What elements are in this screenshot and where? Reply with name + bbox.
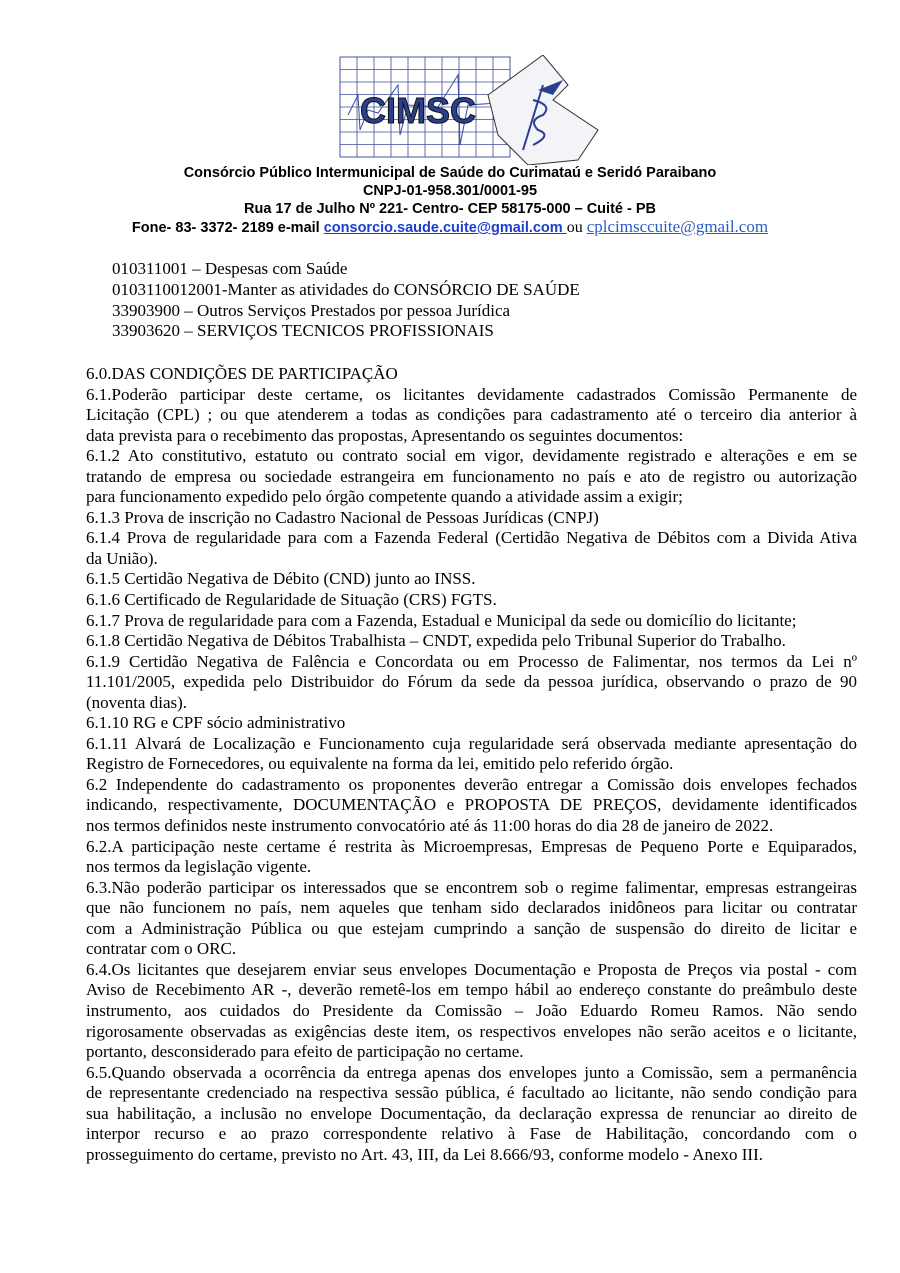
text-line: nos termos definidos neste instrumento convocatório até ás 11:00 horas do dia 28 de janeiro de 2022.: [86, 816, 774, 836]
paragraph: [86, 611, 857, 632]
paragraph: [86, 652, 857, 714]
text-line: 6.1.11 Alvará de Localização e Funcionamento cuja regularidade será observada mediante apresentação do: [86, 733, 857, 753]
text-line: instrumento, aos cuidados do Presidente da Comissão – João Eduardo Romeu Ramos. Não sendo: [86, 1000, 857, 1020]
text-line: Aviso de Recebimento AR -, deverão remetê-los em tempo hábil ao endereço constante do preâmbulo deste: [86, 980, 857, 1000]
logo-text: CIMSC: [360, 90, 476, 131]
paragraph: [86, 569, 857, 590]
address: Rua 17 de Julho Nº 221- Centro- CEP 58175-000 – Cuité - PB: [244, 201, 656, 217]
text-line: 6.1.3 Prova de inscrição no Cadastro Nacional de Pessoas Jurídicas (CNPJ): [86, 507, 599, 527]
text-line: 6.1.4 Prova de regularidade para com a Fazenda Federal (Certidão Negativa de Débitos com a Divida Ativa: [86, 528, 857, 548]
text-line: 6.5.Quando observada a ocorrência da entrega apenas dos envelopes junto a Comissão, sem a permanência: [86, 1062, 857, 1082]
email-link-1[interactable]: consorcio.saude.cuite@gmail.com: [323, 220, 567, 236]
text-line: 6.2.A participação neste certame é restrita às Microempresas, Empresas de Pequeno Porte e Equiparados,: [86, 836, 857, 856]
document-body: [86, 364, 857, 1165]
paragraph: [86, 960, 857, 1063]
text-line: de representante credenciado na respectiva sessão pública, é facultado ao licitante, não sendo condição para: [86, 1083, 857, 1103]
text-line: (noventa dias).: [86, 692, 188, 712]
text-line: portanto, desconsiderado para efeito de participação no certame.: [86, 1042, 524, 1062]
budget-line: 33903900 – Outros Serviços Prestados por pessoa Jurídica: [112, 300, 511, 320]
contact-line: [0, 218, 900, 237]
text-line: 6.1.10 RG e CPF sócio administrativo: [86, 713, 346, 733]
text-line: 11.101/2005, expedida pelo Distribuidor do Fórum da sede da pessoa jurídica, observando o prazo de 90: [86, 672, 857, 692]
text-line: que não funcionem no país, nem aqueles que tenham sido declarados inidôneos para licitar ou contratar: [86, 898, 857, 918]
paragraph: [86, 385, 857, 447]
text-line: 6.1.8 Certidão Negativa de Débitos Trabalhista – CNDT, expedida pelo Tribunal Superior do Trabalho.: [86, 631, 786, 651]
text-line: com a Administração Pública ou que estejam cumprindo a sanção de suspensão do direito de licitar e: [86, 918, 857, 938]
text-line: 6.2 Independente do cadastramento os proponentes deverão entregar a Comissão dois envelopes fechados: [86, 774, 857, 794]
or-text: ou: [566, 219, 587, 236]
text-line: interpor recurso e ao prazo correspondente relativo à Fase de Habilitação, concordando com o: [86, 1124, 857, 1144]
paragraph: [86, 713, 857, 734]
text-line: sua habilitação, a inclusão no envelope Documentação, da declaração expressa de renunciar ao direito de: [86, 1103, 857, 1123]
paragraph: [86, 446, 857, 508]
paragraph: [86, 878, 857, 960]
text-line: nos termos da legislação vigente.: [86, 857, 312, 877]
paragraph: [86, 528, 857, 569]
text-line: 6.1.6 Certificado de Regularidade de Situação (CRS) FGTS.: [86, 590, 497, 610]
paragraph: [86, 775, 857, 837]
text-line: data prevista para o recebimento das propostas, Apresentando os seguintes documentos:: [86, 425, 684, 445]
text-line: 6.1.9 Certidão Negativa de Falência e Concordata ou em Processo de Falimentar, nos termos da Lei nº: [86, 651, 857, 671]
text-line: rigorosamente observadas as exigências deste item, os respectivos envelopes não serão aceitos e o licitante,: [86, 1021, 857, 1041]
budget-line: 33903620 – SERVIÇOS TECNICOS PROFISSIONAIS: [112, 321, 494, 341]
text-line: 6.1.2 Ato constitutivo, estatuto ou contrato social em vigor, devidamente registrado e alterações e em se: [86, 446, 857, 466]
paragraph: [86, 837, 857, 878]
paragraph: [86, 631, 857, 652]
cimsc-logo: [338, 55, 608, 165]
text-line: Licitação (CPL) ; ou que atenderem a todas as condições para cadastramento até o terceiro dia anterior à: [86, 405, 857, 425]
email-link-2[interactable]: cplcimsccuite@gmail.com: [586, 217, 769, 236]
text-line: 6.1.5 Certidão Negativa de Débito (CND) junto ao INSS.: [86, 569, 476, 589]
text-line: para funcionamento expedido pelo órgão competente quando a atividade assim a exigir;: [86, 487, 683, 507]
text-line: Registro de Fornecedores, ou equivalente na forma da lei, emitido pelo referido órgão.: [86, 754, 674, 774]
text-line: da União).: [86, 548, 158, 568]
budget-lines: [112, 259, 580, 342]
text-line: 6.1.Poderão participar deste certame, os licitantes devidamente cadastrados Comissão Permanente de: [86, 384, 857, 404]
paragraph: [86, 508, 857, 529]
text-line: 6.1.7 Prova de regularidade para com a Fazenda, Estadual e Municipal da sede ou domicílio do licitante;: [86, 610, 797, 630]
phone-text: Fone- 83- 3372- 2189 e-mail: [131, 220, 324, 236]
section-title: 6.0.DAS CONDIÇÕES DE PARTICIPAÇÃO: [86, 364, 398, 383]
paragraph: [86, 734, 857, 775]
text-line: contratar com o ORC.: [86, 939, 237, 959]
org-name: Consórcio Público Intermunicipal de Saúde do Curimataú e Seridó Paraibano: [183, 165, 717, 181]
paragraph: [86, 590, 857, 611]
text-line: tratando de empresa ou sociedade estrangeira em funcionamento no país e ato de registro ou autorização: [86, 466, 857, 486]
budget-line: 0103110012001-Manter as atividades do CONSÓRCIO DE SAÚDE: [112, 279, 580, 299]
text-line: prosseguimento do certame, previsto no Art. 43, III, da Lei 8.666/93, conforme modelo - Anexo III.: [86, 1144, 763, 1164]
text-line: 6.4.Os licitantes que desejarem enviar seus envelopes Documentação e Proposta de Preços via postal - com: [86, 959, 857, 979]
text-line: indicando, respectivamente, DOCUMENTAÇÃO e PROPOSTA DE PREÇOS, devidamente identificados: [86, 795, 857, 815]
paragraph: [86, 1063, 857, 1166]
cnpj: CNPJ-01-958.301/0001-95: [362, 183, 538, 199]
budget-line: 010311001 – Despesas com Saúde: [112, 259, 348, 278]
text-line: 6.3.Não poderão participar os interessados que se encontrem sob o regime falimentar, empresas estrangeiras: [86, 877, 857, 897]
